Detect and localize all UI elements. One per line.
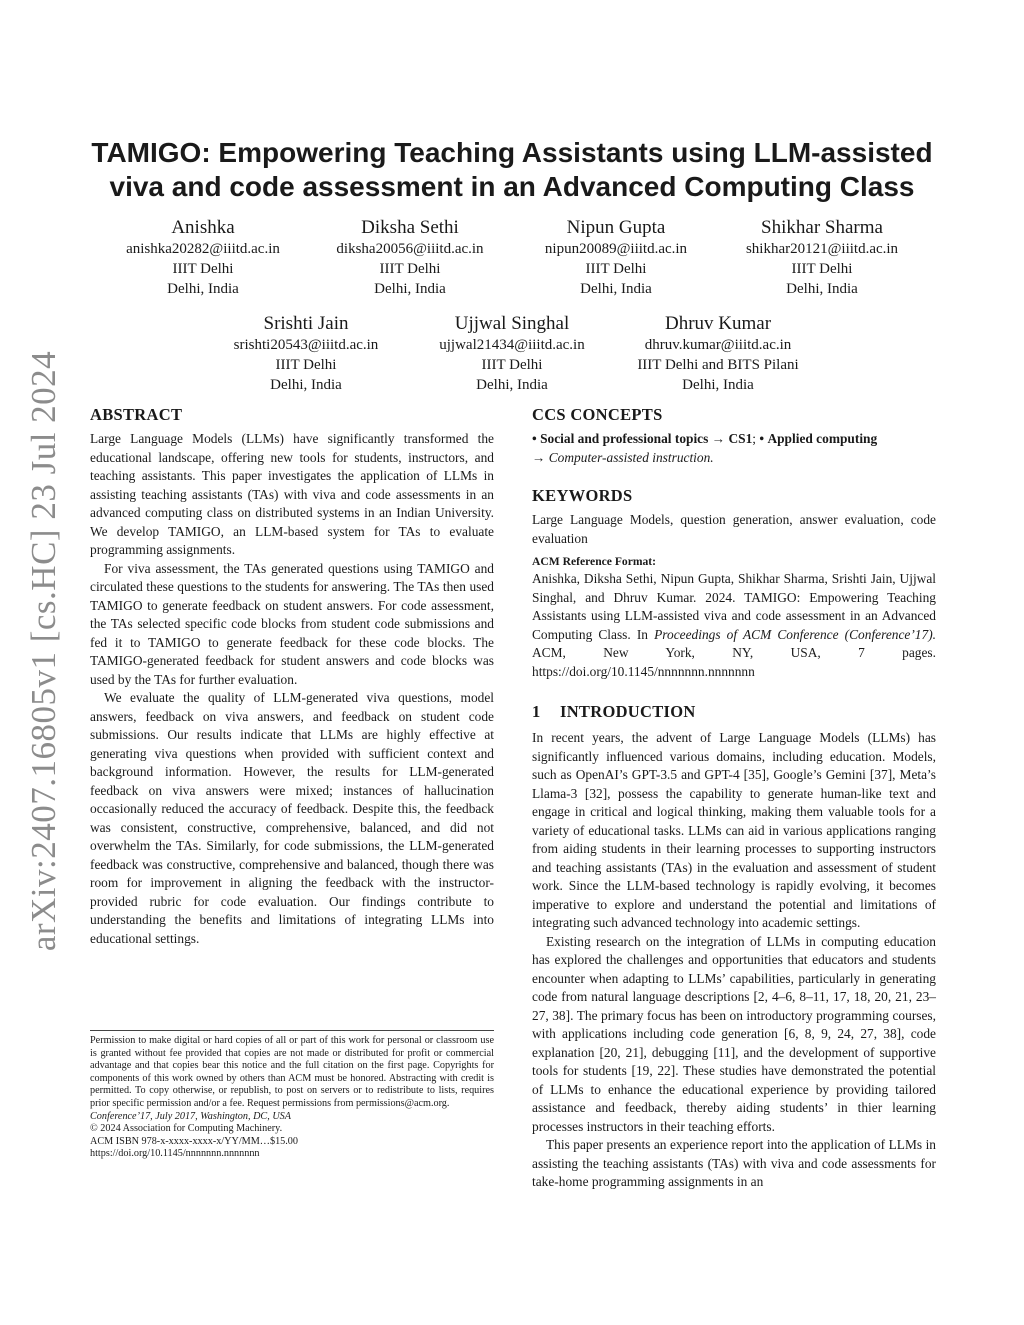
paper-title-line-2: viva and code assessment in an Advanced Computing Class: [109, 171, 915, 202]
ccs-arrow: →: [532, 449, 546, 465]
right-column: [532, 404, 936, 1192]
author-block: [201, 313, 411, 395]
abstract-heading: ABSTRACT: [90, 405, 183, 424]
author-email[interactable]: anishka20282@iiitd.ac.in: [126, 241, 280, 257]
section-number: 1: [532, 702, 541, 721]
ccs-separator: ;: [752, 431, 757, 446]
section-title: INTRODUCTION: [560, 702, 696, 721]
author-name: Srishti Jain: [263, 313, 349, 334]
ccs-concept: Social and professional topics: [540, 431, 709, 446]
arxiv-identifier-text: arXiv:2407.16805v1 [cs.HC] 23 Jul 2024: [24, 350, 63, 952]
author-email[interactable]: shikhar20121@iiitd.ac.in: [745, 241, 899, 257]
introduction-heading: [532, 701, 936, 723]
ccs-arrow: →: [711, 431, 726, 446]
ccs-concept: Applied computing: [767, 431, 878, 446]
introduction-paragraph: In recent years, the advent of Large Language Models (LLMs) has significantly influenced various domains, including education. Models, such as OpenAI’s GPT-3.5 and GPT-4 [35], Google’s Gemini [37], Meta’s Llama-3 [32], possess the capability to generate human-like text and engage in critical and logical thinking, making them valuable tools for a variety of educational tasks. LLMs can aid in various applications ranging from aiding students in their learning processes to supporting instructors and teaching assistants (TAs) in the evaluation and assessment of student work. Since the LLM-based technology is rapidly evolving, it becomes imperative to explore and understand the potential and limitations of integrating such advanced technology into academic settings.: [532, 730, 936, 930]
author-name: Dhruv Kumar: [664, 313, 772, 334]
ccs-concepts-heading: CCS CONCEPTS: [532, 405, 663, 424]
author-block: [511, 217, 721, 299]
author-block: [717, 217, 927, 299]
conference-info: Conference’17, July 2017, Washington, DC, USA: [90, 1110, 291, 1122]
abstract-paragraph: For viva assessment, the TAs generated questions using TAMIGO and circulated these questions to the students for answering. The TAs then used TAMIGO to generate feedback on student answers. For code assessment, the TAs selected specific code blocks from student code submissions and fed it to TAMIGO to generate feedback for these code blocks. The TAMIGO-generated feedback for student answers and code blocks was used by the TAs for further evaluation.: [90, 560, 494, 687]
acm-reference-publisher: ACM, New York, NY, USA, 7 pages. https://doi.org/10.1145/nnnnnnn.nnnnnnn: [532, 645, 936, 679]
copyright-line: © 2024 Association for Computing Machinery.: [90, 1123, 283, 1135]
acm-reference-venue: Proceedings of ACM Conference (Conference’17).: [654, 626, 937, 642]
author-location: Delhi, India: [374, 281, 446, 297]
author-name: Anishka: [171, 217, 235, 238]
author-affiliation: IIIT Delhi: [172, 261, 234, 277]
author-email[interactable]: dhruv.kumar@iiitd.ac.in: [644, 337, 792, 353]
keywords-text: Large Language Models, question generation, answer evaluation, code evaluation: [532, 512, 936, 546]
author-email[interactable]: srishti20543@iiitd.ac.in: [233, 337, 379, 353]
permission-text: Permission to make digital or hard copies of all or part of this work for personal or classroom use is granted without fee provided that copies are not made or distributed for profit or commercial advantage and that copies bear this notice and the full citation on the first page. Copyrights for components of this work owned by others than ACM must be honored. Abstracting with credit is permitted. To copy otherwise, or republish, to post on servers or to redistribute to lists, requires prior specific permission and/or a fee. Request permissions from permissions@acm.org.: [90, 1035, 494, 1109]
ccs-bullet: •: [759, 431, 765, 446]
abstract-paragraph: We evaluate the quality of LLM-generated viva questions, model answers, feedback on viva answers, and feedback on student code submissions. Our results indicate that LLMs are highly effective at generating viva questions when provided with sufficient context and background information. However, the results for LLM-generated feedback on viva answers were mixed; instances of hallucination occasionally reduced the accuracy of feedback. Despite this, the feedback was consistent, constructive, comprehensive, balanced, and did not overwhelm the TAs. Similarly, for code submissions, the LLM-generated feedback was constructive, comprehensive and balanced, though there was room for improvement in aligning the feedback with the instructor-provided rubric for code evaluation. Our findings contribute to understanding the benefits and limitations of integrating LLMs into educational settings.: [90, 690, 494, 946]
author-email[interactable]: nipun20089@iiitd.ac.in: [544, 241, 688, 257]
author-name: Nipun Gupta: [566, 217, 666, 238]
introduction-paragraph: Existing research on the integration of LLMs in computing education has explored the challenges and opportunities that educators and students encounter when adapting to LLMs’ capabilities, particularly in generating code from natural language descriptions [2, 4–6, 8–11, 17, 18, 20, 21, 23–27, 38]. The primary focus has been on introductory programming courses, with applications including code generation [6, 8, 9, 24, 27, 38], code explanation [20, 21], debugging [11], and the development of supportive tools for students [19, 22]. These studies have demonstrated the potential of LLMs to enhance the educational experience by providing tailored assistance and feedback, thereby aiding students’ in thier learning processes instructors in their teaching efforts.: [532, 933, 936, 1134]
introduction-paragraph: This paper presents an experience report into the application of LLMs in assisting the teaching assistants (TAs) with viva and code assessments for take-home programming assignments in an: [532, 1137, 936, 1189]
author-location: Delhi, India: [270, 377, 342, 393]
author-affiliation: IIIT Delhi: [379, 261, 441, 277]
author-affiliation: IIIT Delhi: [275, 357, 337, 373]
author-location: Delhi, India: [682, 377, 754, 393]
author-email[interactable]: diksha20056@iiitd.ac.in: [336, 241, 484, 257]
author-name: Shikhar Sharma: [761, 217, 883, 238]
ccs-concepts-text: [532, 430, 936, 467]
author-location: Delhi, India: [476, 377, 548, 393]
abstract-section: [90, 404, 494, 948]
author-location: Delhi, India: [167, 281, 239, 297]
isbn-line: ACM ISBN 978-x-xxxx-xxxx-x/YY/MM…$15.00: [90, 1135, 298, 1147]
author-block: [305, 217, 515, 299]
author-location: Delhi, India: [786, 281, 858, 297]
author-email[interactable]: ujjwal21434@iiitd.ac.in: [439, 337, 585, 353]
ccs-subconcept: CS1: [728, 431, 753, 446]
author-affiliation: IIIT Delhi: [481, 357, 543, 373]
author-name: Diksha Sethi: [361, 217, 459, 238]
author-affiliation: IIIT Delhi: [585, 261, 647, 277]
author-name: Ujjwal Singhal: [454, 313, 570, 334]
acm-reference-format: [532, 554, 936, 681]
author-affiliation: IIIT Delhi and BITS Pilani: [637, 357, 799, 373]
author-location: Delhi, India: [580, 281, 652, 297]
acm-reference-heading: ACM Reference Format:: [532, 555, 657, 568]
abstract-paragraph: Large Language Models (LLMs) have significantly transformed the educational landscape, offering new tools for students, instructors, and teaching assistants. This paper investigates the application of LLMs in assisting teaching assistants (TAs) with viva and code assessments in an advanced computing class on distributed systems in an Indian University. We develop TAMIGO, an LLM-based system for TAs to evaluate programming assignments.: [90, 431, 494, 557]
paper-title-line-1: TAMIGO: Empowering Teaching Assistants using LLM-assisted: [91, 137, 933, 168]
doi-link[interactable]: https://doi.org/10.1145/nnnnnnn.nnnnnnn: [90, 1148, 260, 1160]
acm-reference-text: [532, 570, 936, 681]
ccs-bullet: •: [532, 431, 537, 446]
keywords-heading: KEYWORDS: [532, 486, 633, 505]
author-block: [98, 217, 308, 299]
author-block: [407, 313, 617, 395]
author-block: [613, 313, 823, 395]
ccs-subconcept: Computer-assisted instruction.: [548, 449, 714, 465]
paper-title: [60, 136, 964, 204]
acm-reference-citation: Anishka, Diksha Sethi, Nipun Gupta, Shikhar Sharma, Srishti Jain, Ujjwal Singhal, and Dhruv Kumar. 2024. TAMIGO: Empowering Teaching Assistants using LLM-assisted viva and code assessment in an Advanced Computing Class. In: [532, 571, 936, 642]
permission-footnote: [90, 1030, 494, 1161]
author-affiliation: IIIT Delhi: [791, 261, 853, 277]
